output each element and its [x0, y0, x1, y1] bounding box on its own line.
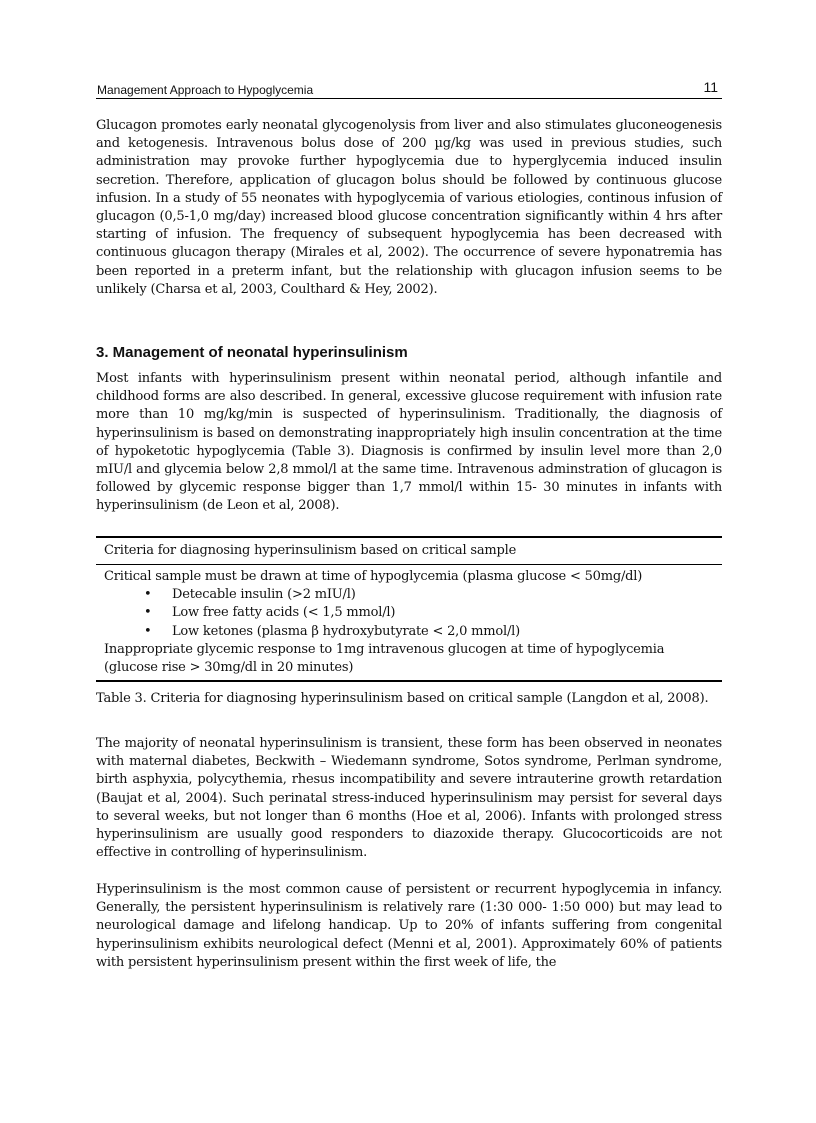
list-item	[104, 623, 714, 641]
list-item	[104, 604, 714, 622]
bullet-icon: •	[144, 587, 152, 603]
paragraph-transient: The majority of neonatal hyperinsulinism is transient, these form has been observed in neonates with maternal diabetes, Beckwith – Wiedemann syndrome, Sotos syndrome, Perlman syndrome, birth asphyxia, polycythemia, rhesus incompatibility and severe intrauterine growth retardation (Baujat et al, 2004). Such perinatal stress-induced hyperinsulinism may persist for several days to several weeks, but not longer than 6 months (Hoe et al, 2006). Infants with prolonged stress hyperinsulinism are usually good responders to diazoxide therapy. Glucocorticoids are not effective in controlling of hyperinsulinism.	[96, 736, 722, 861]
paragraph-persistent: Hyperinsulinism is the most common cause of persistent or recurrent hypoglycemia in infancy. Generally, the persistent hyperinsulinism is relatively rare (1:30 000- 1:50 000) but may lead to neurological damage and lifelong handicap. Up to 20% of infants suffering from congenital hyperinsulinism exhibits neurological defect (Menni et al, 2001). Approximately 60% of patients with persistent hyperinsulinism present within the first week of life, the	[96, 882, 722, 970]
criteria-table	[96, 536, 722, 682]
paragraph-hyperinsulinism-intro: Most infants with hyperinsulinism present within neonatal period, although infantile and childhood forms are also described. In general, excessive glucose requirement with infusion rate more than 10 mg/kg/min is suspected of hyperinsulinism. Traditionally, the diagnosis of hyperinsulinism is based on demonstrating inappropriately high insulin concentration at the time of hypoketotic hypoglycemia (Table 3). Diagnosis is confirmed by insulin level more than 2,0 mIU/l and glycemia below 2,8 mmol/l at the same time. Intravenous adminstration of glucagon is followed by glycemic response bigger than 1,7 mmol/l within 15- 30 minutes in infants with hyperinsulinism (de Leon et al, 2008).	[96, 371, 722, 514]
paragraph-glucagon: Glucagon promotes early neonatal glycogenolysis from liver and also stimulates gluconeogenesis and ketogenesis. Intravenous bolus dose of 200 µg/kg was used in previous studies, such administration may provoke further hypoglycemia due to hyperglycemia induced insulin secretion. Therefore, application of glucagon bolus should be followed by continuous glucose infusion. In a study of 55 neonates with hypoglycemia of various etiologies, continous infusion of glucagon (0,5-1,0 mg/day) increased blood glucose concentration significantly within 4 hrs after starting of infusion. The frequency of subsequent hypoglycemia has been decreased with continuous glucagon therapy (Mirales et al, 2002). The occurrence of severe hyponatremia has been reported in a preterm infant, but the relationship with glucagon infusion seems to be unlikely (Charsa et al, 2003, Coulthard & Hey, 2002).	[96, 118, 722, 297]
criteria-list	[104, 586, 714, 641]
table-intro: Critical sample must be drawn at time of hypoglycemia (plasma glucose < 50mg/dl)	[104, 569, 643, 584]
list-item-text: Detecable insulin (>2 mIU/l)	[172, 587, 356, 603]
running-header-title: Management Approach to Hypoglycemia	[97, 83, 314, 97]
table-caption: Table 3. Criteria for diagnosing hyperinsulinism based on critical sample (Langdon et al, 2008).	[96, 691, 709, 706]
table-outro-line1: Inappropriate glycemic response to 1mg intravenous glucogen at time of hypoglycemia	[104, 641, 665, 657]
list-item-text: Low ketones (plasma β hydroxybutyrate < 2,0 mmol/l)	[172, 623, 520, 639]
table-body	[96, 565, 722, 680]
list-item	[104, 586, 714, 604]
list-item-text: Low free fatty acids (< 1,5 mmol/l)	[172, 605, 396, 621]
table-outro-line2: (glucose rise > 30mg/dl in 20 minutes)	[104, 660, 354, 676]
running-header	[96, 80, 722, 99]
bullet-icon: •	[144, 605, 152, 621]
table-header: Criteria for diagnosing hyperinsulinism based on critical sample	[96, 538, 722, 565]
bullet-icon: •	[144, 623, 152, 639]
page-number: 11	[703, 79, 718, 95]
section-heading: 3. Management of neonatal hyperinsulinism	[96, 344, 408, 361]
